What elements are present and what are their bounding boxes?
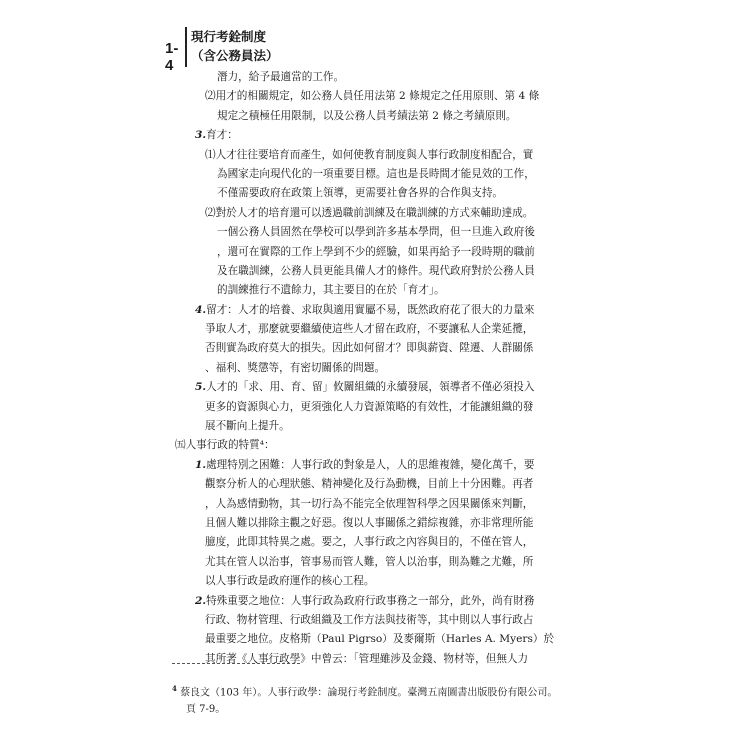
line-text: 留才：人才的培養、求取與適用實屬不易，既然政府花了很大的力量來 [206, 303, 535, 316]
text-line [165, 184, 590, 203]
text-line [165, 165, 590, 184]
line-text: 為國家走向現代化的一項重要目標。這也是長時間才能見效的工作， [217, 167, 535, 180]
footnote-line [172, 701, 592, 718]
line-text: 觀察分析人的心理狀態、精神變化及行為動機，目前上十分困難。再者 [205, 478, 534, 491]
header-title-line2: （含公務員法） [191, 48, 279, 63]
text-line [165, 456, 590, 475]
text-line [165, 592, 590, 611]
line-text: ⑴人才往往要培育而產生，如何使教育制度與人事行政制度相配合，實 [205, 148, 534, 161]
text-line [165, 650, 590, 669]
text-line [165, 87, 590, 106]
header-title-line1: 現行考銓制度 [191, 29, 267, 44]
line-text: 且個人難以排除主觀之好惡。復以人事關係之錯綜複雜，亦非常理所能 [205, 516, 534, 529]
item-number: 3. [195, 129, 207, 142]
text-line [165, 553, 590, 572]
text-line [165, 281, 590, 300]
line-text: ，還可在實際的工作上學到不少的經驗，如果再給予一段時期的職前 [217, 245, 535, 258]
line-text: 更多的資源與心力，更須強化人力資源策略的有效性，才能讓組織的發 [205, 400, 534, 413]
text-line [165, 68, 590, 87]
line-text: 否則實為政府莫大的損失。因此如何留才？即與薪資、陞遷、人群關係 [205, 342, 534, 355]
line-text: 行政、物材管理、行政組織及工作方法與技術等，其中則以人事行政占 [205, 613, 534, 626]
line-text: 及在職訓練，公務人員更能具備人才的條件。現代政府對於公務人員 [217, 264, 535, 277]
item-number: 4. [195, 303, 207, 316]
text-line [165, 495, 590, 514]
footnote-line [172, 680, 592, 701]
footnote-divider [172, 663, 300, 664]
text-line [165, 359, 590, 378]
text-line [165, 107, 590, 126]
text-line [165, 417, 590, 436]
item-number: 5. [195, 381, 207, 394]
line-text: ⑵對於人才的培育還可以透過職前訓練及在職訓練的方式來輔助達成。 [205, 206, 534, 219]
footnote-text-1: 蔡良文（103 年）。人事行政學：論現行考銓制度。臺灣五南圖書出版股份有限公司。 [180, 687, 558, 699]
text-line [165, 339, 590, 358]
line-text: 的訓練推行不遺餘力，其主要目的在於「育才」。 [217, 284, 445, 297]
item-number: 2. [195, 594, 207, 607]
header-divider [185, 27, 187, 67]
text-line [165, 320, 590, 339]
line-text: ⑵用才的相關規定，如公務人員任用法第 2 條規定之任用原則、第 4 條 [205, 90, 540, 103]
line-text: 特殊重要之地位：人事行政為政府行政事務之一部分，此外，尚有財務 [206, 594, 535, 607]
text-line [165, 436, 590, 455]
line-text: ，人為感情動物，其一切行為不能完全依理智科學之因果關係來判斷， [205, 497, 534, 510]
text-line [165, 533, 590, 552]
line-text: 處理特別之困難：人事行政的對象是人，人的思維複雜，變化萬千，要 [206, 458, 535, 471]
item-number: 1. [195, 458, 207, 471]
text-line [165, 611, 590, 630]
line-text: 尤其在管人以治事，管事易而管人難，管人以治事，則為難之尤難，所 [205, 555, 534, 568]
text-line [165, 514, 590, 533]
text-line [165, 572, 590, 591]
footnote-mark: 4 [172, 684, 177, 693]
text-line [165, 378, 590, 397]
header-title [191, 27, 279, 65]
line-text: 育才： [206, 129, 238, 142]
text-line [165, 262, 590, 281]
page-number: 1-4 [165, 40, 179, 74]
text-line [165, 398, 590, 417]
line-text: 臆度，此即其特異之處。要之，人事行政之內容與目的，不僅在管人， [205, 536, 534, 549]
footnote [172, 680, 592, 718]
text-line [165, 146, 590, 165]
text-line [165, 475, 590, 494]
line-text: ㈤人事行政的特質⁴： [175, 439, 275, 452]
line-text: 最重要之地位。皮格斯（Paul Pigrso）及麥爾斯（Harles A. Myers）於 [205, 633, 555, 646]
text-line [165, 630, 590, 649]
text-line [165, 301, 590, 320]
text-line [165, 223, 590, 242]
line-text: 人才的「求、用、育、留」攸關組織的永續發展，領導者不僅必須投入 [206, 381, 535, 394]
line-text: 一個公務人員固然在學校可以學到許多基本學問，但一旦進入政府後 [217, 226, 535, 239]
line-text: 其所著《人事行政學》中曾云：「管理雖涉及金錢、物材等，但無人力 [205, 652, 529, 665]
footnote-text-2: 頁 7-9。 [186, 704, 226, 716]
body-text [165, 68, 590, 669]
text-line [165, 126, 590, 145]
line-text: 爭取人才，那麼就要繼續使這些人才留在政府，不要讓私人企業延攬， [205, 323, 534, 336]
text-line [165, 204, 590, 223]
line-text: 、福利、獎懲等，有密切關係的問題。 [205, 361, 386, 374]
line-text: 潛力，給予最適當的工作。 [217, 71, 345, 83]
line-text: 以人事行政是政府運作的核心工程。 [205, 575, 375, 588]
line-text: 規定之積極任用限制，以及公務人員考績法第 2 條之考績原則。 [217, 109, 517, 122]
line-text: 展不斷向上提升。 [205, 420, 290, 433]
line-text: 不僅需要政府在政策上領導，更需要社會各界的合作與支持。 [217, 187, 504, 200]
text-line [165, 243, 590, 262]
